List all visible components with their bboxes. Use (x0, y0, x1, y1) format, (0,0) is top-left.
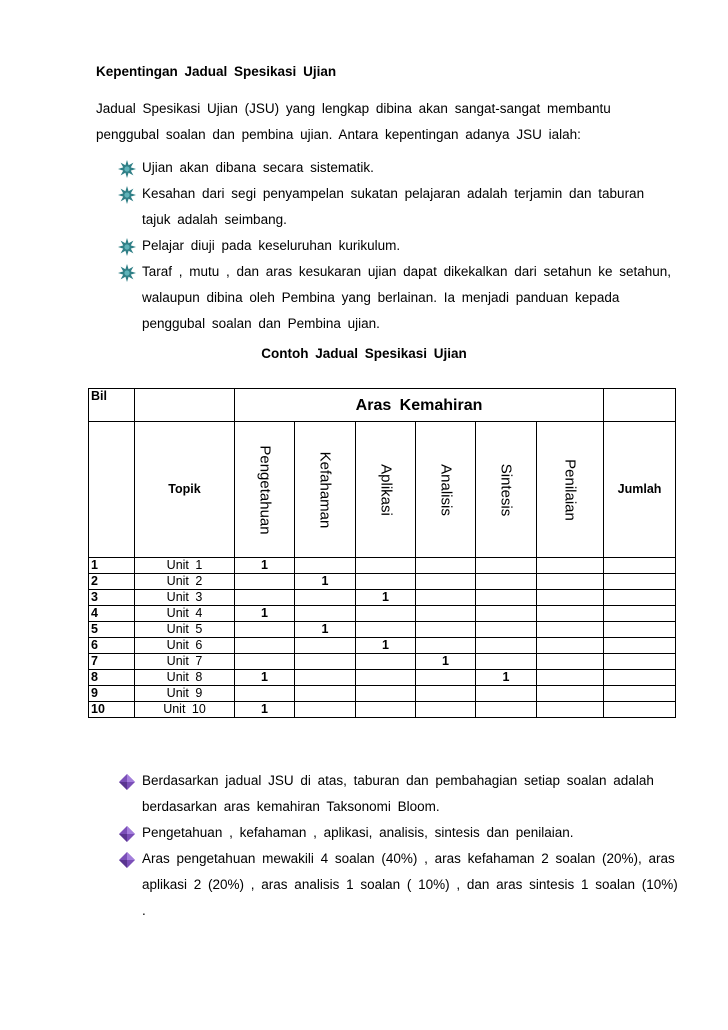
diamond-bullet-icon (118, 851, 136, 869)
mark-cell (416, 670, 476, 686)
mark-cell (356, 670, 416, 686)
bil-cell: 10 (89, 702, 135, 718)
topik-header: Topik (135, 422, 235, 558)
jumlah-cell (604, 654, 676, 670)
mark-cell: 1 (235, 670, 295, 686)
table-caption: Contoh Jadual Spesikasi Ujian (261, 346, 467, 361)
table-body (89, 558, 676, 718)
topik-cell: Unit 2 (135, 574, 235, 590)
mark-cell (476, 654, 537, 670)
mark-cell (295, 654, 356, 670)
mark-cell (416, 558, 476, 574)
mark-cell (295, 670, 356, 686)
mark-cell (537, 702, 604, 718)
level-header-label: Pengetahuan (256, 444, 273, 535)
topik-cell: Unit 6 (135, 638, 235, 654)
mark-cell (416, 686, 476, 702)
table-row (89, 590, 676, 606)
jumlah-header: Jumlah (604, 422, 676, 558)
bil-cell: 6 (89, 638, 135, 654)
mark-cell: 1 (356, 638, 416, 654)
mark-cell (537, 574, 604, 590)
header-blank-cell (135, 389, 235, 422)
table-row (89, 574, 676, 590)
level-header (356, 422, 416, 558)
mark-cell (416, 702, 476, 718)
mark-cell: 1 (295, 574, 356, 590)
list-item (118, 181, 678, 233)
level-header-label: Analisis (437, 463, 454, 516)
level-header (476, 422, 537, 558)
jumlah-cell (604, 638, 676, 654)
topik-cell: Unit 9 (135, 686, 235, 702)
bil-cell: 4 (89, 606, 135, 622)
list-item (118, 846, 678, 924)
mark-cell (537, 606, 604, 622)
bil-cell: 2 (89, 574, 135, 590)
mark-cell (235, 590, 295, 606)
mark-cell (356, 622, 416, 638)
list-item-text: Ujian akan dibana secara sistematik. (142, 160, 374, 175)
table-row (89, 606, 676, 622)
topik-cell: Unit 1 (135, 558, 235, 574)
mark-cell (537, 622, 604, 638)
importance-list (118, 155, 678, 337)
header-blank-cell (604, 389, 676, 422)
mark-cell (356, 558, 416, 574)
mark-cell (235, 654, 295, 670)
diamond-bullet-icon (118, 773, 136, 791)
bil-cell: 8 (89, 670, 135, 686)
jumlah-cell (604, 702, 676, 718)
table-row (89, 558, 676, 574)
level-header-label: Penilaian (561, 458, 579, 521)
mark-cell (416, 590, 476, 606)
mark-cell (416, 622, 476, 638)
list-item (118, 155, 678, 181)
header-blank-cell (89, 422, 135, 558)
topik-cell: Unit 8 (135, 670, 235, 686)
mark-cell (476, 590, 537, 606)
jumlah-cell (604, 670, 676, 686)
mark-cell (295, 638, 356, 654)
level-header-label: Sintesis (497, 463, 515, 516)
mark-cell: 1 (416, 654, 476, 670)
list-item (118, 233, 678, 259)
jumlah-cell (604, 590, 676, 606)
list-item-text: Pelajar diuji pada keseluruhan kurikulum. (142, 238, 401, 253)
table-subheader-row (89, 422, 676, 558)
mark-cell (235, 622, 295, 638)
level-header (295, 422, 356, 558)
list-item-text: Taraf , mutu , dan aras kesukaran ujian dapat dikekalkan dari setahun ke setahun, walaupun dibina oleh Pembina yang berlainan. Ia menjadi panduan kepada penggubal soalan dan Pembina ujian. (142, 264, 672, 331)
bil-cell: 9 (89, 686, 135, 702)
mark-cell (476, 606, 537, 622)
bil-cell: 1 (89, 558, 135, 574)
list-item-text: Berdasarkan jadual JSU di atas, taburan dan pembahagian setiap soalan adalah berdasarkan aras kemahiran Taksonomi Bloom. (142, 773, 654, 814)
mark-cell (416, 638, 476, 654)
bil-header: Bil (89, 389, 135, 422)
mark-cell (295, 606, 356, 622)
summary-list (118, 768, 678, 924)
bil-cell: 5 (89, 622, 135, 638)
mark-cell: 1 (235, 702, 295, 718)
mark-cell (295, 686, 356, 702)
list-item-text: Kesahan dari segi penyampelan sukatan pelajaran adalah terjamin dan taburan tajuk adalah seimbang. (142, 186, 645, 227)
table-header-row (89, 389, 676, 422)
level-header-label: Aplikasi (377, 463, 394, 516)
table-row (89, 654, 676, 670)
topik-cell: Unit 3 (135, 590, 235, 606)
table-row (89, 622, 676, 638)
mark-cell (476, 622, 537, 638)
jumlah-cell (604, 558, 676, 574)
starburst-bullet-icon (118, 238, 136, 256)
mark-cell (356, 654, 416, 670)
topik-cell: Unit 5 (135, 622, 235, 638)
level-header-label: Kefahaman (316, 451, 334, 528)
topik-cell: Unit 7 (135, 654, 235, 670)
jumlah-cell (604, 606, 676, 622)
mark-cell (356, 606, 416, 622)
list-item (118, 768, 678, 820)
mark-cell (537, 638, 604, 654)
mark-cell: 1 (295, 622, 356, 638)
table-row (89, 670, 676, 686)
level-header (235, 422, 295, 558)
mark-cell (476, 574, 537, 590)
list-item-text: Aras pengetahuan mewakili 4 soalan (40%) , aras kefahaman 2 soalan (20%), aras aplikasi 2 (20%) , aras analisis 1 soalan ( 10%) , dan aras sintesis 1 soalan (10%) . (142, 851, 678, 918)
mark-cell (295, 702, 356, 718)
bil-cell: 7 (89, 654, 135, 670)
mark-cell (356, 702, 416, 718)
table-row (89, 702, 676, 718)
mark-cell (235, 686, 295, 702)
mark-cell: 1 (235, 558, 295, 574)
jsu-table (88, 388, 676, 718)
topik-cell: Unit 10 (135, 702, 235, 718)
mark-cell: 1 (235, 606, 295, 622)
mark-cell (476, 686, 537, 702)
section-heading: Kepentingan Jadual Spesikasi Ujian (96, 64, 337, 79)
mark-cell (356, 574, 416, 590)
table-row (89, 638, 676, 654)
mark-cell (537, 670, 604, 686)
list-item (118, 259, 678, 337)
mark-cell (476, 702, 537, 718)
jumlah-cell (604, 686, 676, 702)
aras-header: Aras Kemahiran (235, 389, 604, 422)
topik-cell: Unit 4 (135, 606, 235, 622)
table-row (89, 686, 676, 702)
jumlah-cell (604, 574, 676, 590)
jumlah-cell (604, 622, 676, 638)
bil-cell: 3 (89, 590, 135, 606)
intro-paragraph: Jadual Spesikasi Ujian (JSU) yang lengkap dibina akan sangat-sangat membantu penggubal soalan dan pembina ujian. Antara kepentingan adanya JSU ialah: (96, 101, 611, 142)
starburst-bullet-icon (118, 186, 136, 204)
mark-cell (416, 574, 476, 590)
mark-cell (476, 638, 537, 654)
mark-cell (356, 686, 416, 702)
starburst-bullet-icon (118, 160, 136, 178)
level-header (537, 422, 604, 558)
list-item-text: Pengetahuan , kefahaman , aplikasi, analisis, sintesis dan penilaian. (142, 825, 574, 840)
mark-cell (235, 638, 295, 654)
mark-cell (476, 558, 537, 574)
mark-cell (295, 590, 356, 606)
mark-cell (295, 558, 356, 574)
mark-cell (416, 606, 476, 622)
mark-cell (537, 654, 604, 670)
mark-cell: 1 (476, 670, 537, 686)
starburst-bullet-icon (118, 264, 136, 282)
level-header (416, 422, 476, 558)
mark-cell (537, 590, 604, 606)
list-item (118, 820, 678, 846)
mark-cell (537, 558, 604, 574)
mark-cell (537, 686, 604, 702)
diamond-bullet-icon (118, 825, 136, 843)
mark-cell: 1 (356, 590, 416, 606)
mark-cell (235, 574, 295, 590)
